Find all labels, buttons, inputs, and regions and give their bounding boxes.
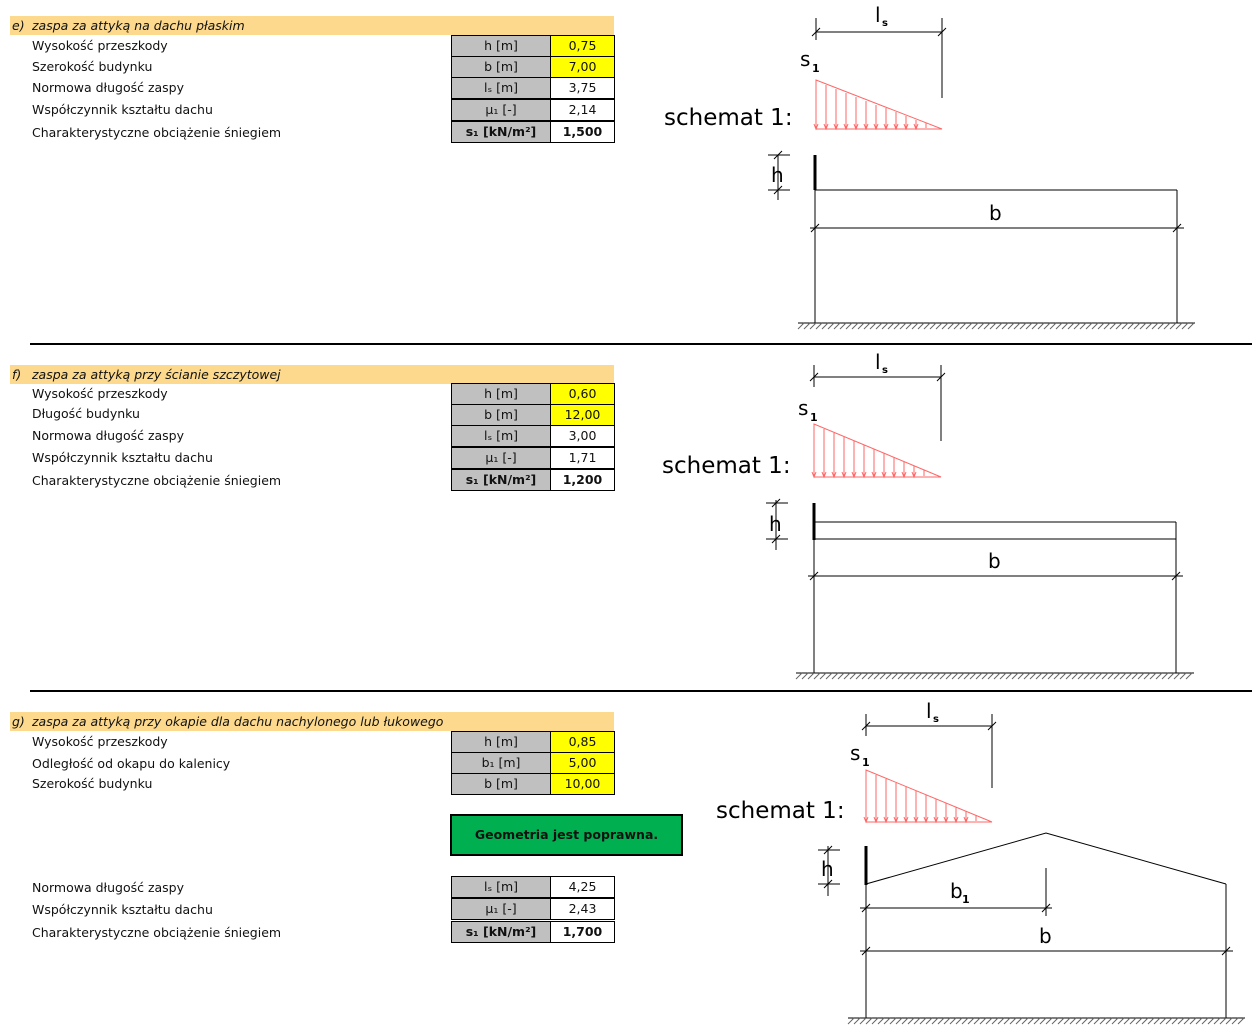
schema-label: schemat 1: xyxy=(664,105,793,131)
s1-sub: 1 xyxy=(862,756,870,769)
ls-sub: s xyxy=(882,365,888,376)
ls-label: l xyxy=(926,699,932,723)
row-label: Normowa długość zaspy xyxy=(32,428,185,443)
symbol-cell: lₛ [m] xyxy=(451,425,551,447)
b-label: b xyxy=(988,549,1001,573)
symbol-cell: μ₁ [-] xyxy=(451,898,551,920)
result-cell[interactable]: 4,25 xyxy=(550,876,615,898)
ridge-distance-input-cell[interactable]: 5,00 xyxy=(550,752,615,774)
schema-label: schemat 1: xyxy=(662,453,791,479)
s1-label: s xyxy=(798,396,809,420)
snow-load-result-cell[interactable]: 1,200 xyxy=(550,469,615,491)
row-label: Współczynnik kształtu dachu xyxy=(32,102,213,117)
h-label: h xyxy=(821,857,834,881)
symbol-cell: s₁ [kN/m²] xyxy=(451,121,551,143)
b-label: b xyxy=(1039,924,1052,948)
result-cell[interactable]: 2,14 xyxy=(550,99,615,121)
section-f-title: zaspa za attyką przy ścianie szczytowej xyxy=(32,367,281,382)
row-label: Wysokość przeszkody xyxy=(32,734,168,749)
symbol-cell: μ₁ [-] xyxy=(451,447,551,469)
symbol-cell: lₛ [m] xyxy=(451,77,551,99)
row-label: Szerokość budynku xyxy=(32,59,153,74)
symbol-cell: b [m] xyxy=(451,56,551,78)
b-label: b xyxy=(989,201,1002,225)
row-label: Współczynnik kształtu dachu xyxy=(32,450,213,465)
s1-label: s xyxy=(800,47,811,71)
row-label: Charakterystyczne obciążenie śniegiem xyxy=(32,473,282,488)
result-cell[interactable]: 1,71 xyxy=(550,447,615,469)
section-f-title-bar xyxy=(10,365,614,384)
symbol-cell: s₁ [kN/m²] xyxy=(451,921,551,943)
s1-sub: 1 xyxy=(812,62,820,75)
symbol-cell: h [m] xyxy=(451,383,551,405)
section-g-title: zaspa za attyką przy okapie dla dachu nachylonego lub łukowego xyxy=(32,714,444,729)
symbol-cell: s₁ [kN/m²] xyxy=(451,469,551,491)
symbol-cell: b₁ [m] xyxy=(451,752,551,774)
section-e-letter: e) xyxy=(12,18,25,33)
schema-diagram-f xyxy=(650,345,1210,685)
height-input-cell[interactable]: 0,85 xyxy=(550,731,615,753)
row-label: Współczynnik kształtu dachu xyxy=(32,902,213,917)
s1-sub: 1 xyxy=(810,411,818,424)
row-label: Wysokość przeszkody xyxy=(32,386,168,401)
symbol-cell: b [m] xyxy=(451,773,551,795)
row-label: Normowa długość zaspy xyxy=(32,880,185,895)
section-e-title: zaspa za attyką na dachu płaskim xyxy=(32,18,245,33)
section-f-letter: f) xyxy=(12,367,22,382)
snow-load-result-cell[interactable]: 1,700 xyxy=(550,921,615,943)
schema-diagram-g xyxy=(700,690,1252,1030)
schema-label: schemat 1: xyxy=(716,798,845,824)
result-cell[interactable]: 2,43 xyxy=(550,898,615,920)
result-cell[interactable]: 3,75 xyxy=(550,77,615,99)
ls-label: l xyxy=(875,350,881,374)
row-label: Odległość od okapu do kalenicy xyxy=(32,756,231,771)
section-e-title-bar xyxy=(10,16,614,35)
symbol-cell: lₛ [m] xyxy=(451,876,551,898)
geometry-status-box: Geometria jest poprawna. xyxy=(450,814,683,856)
snow-load-triangle xyxy=(812,424,941,477)
row-label: Wysokość przeszkody xyxy=(32,38,168,53)
row-label: Charakterystyczne obciążenie śniegiem xyxy=(32,925,282,940)
h-label: h xyxy=(769,512,782,536)
result-cell[interactable]: 3,00 xyxy=(550,425,615,447)
snow-load-result-cell[interactable]: 1,500 xyxy=(550,121,615,143)
row-label: Normowa długość zaspy xyxy=(32,80,185,95)
s1-label: s xyxy=(850,741,861,765)
length-input-cell[interactable]: 12,00 xyxy=(550,404,615,426)
ls-sub: s xyxy=(933,714,939,725)
ls-sub: s xyxy=(882,18,888,29)
row-label: Szerokość budynku xyxy=(32,776,153,791)
symbol-cell: μ₁ [-] xyxy=(451,99,551,121)
b1-label: b xyxy=(950,879,963,903)
snow-load-triangle xyxy=(814,80,942,129)
section-g-title-bar xyxy=(10,712,614,731)
row-label: Charakterystyczne obciążenie śniegiem xyxy=(32,125,282,140)
height-input-cell[interactable]: 0,75 xyxy=(550,35,615,57)
ls-label: l xyxy=(875,3,881,27)
width-input-cell[interactable]: 10,00 xyxy=(550,773,615,795)
height-input-cell[interactable]: 0,60 xyxy=(550,383,615,405)
section-g-letter: g) xyxy=(12,714,25,729)
symbol-cell: h [m] xyxy=(451,35,551,57)
symbol-cell: h [m] xyxy=(451,731,551,753)
b1-sub: 1 xyxy=(962,893,970,906)
row-label: Długość budynku xyxy=(32,406,140,421)
h-label: h xyxy=(771,163,784,187)
snow-load-triangle xyxy=(864,770,992,822)
width-input-cell[interactable]: 7,00 xyxy=(550,56,615,78)
schema-diagram-e xyxy=(650,0,1210,340)
symbol-cell: b [m] xyxy=(451,404,551,426)
